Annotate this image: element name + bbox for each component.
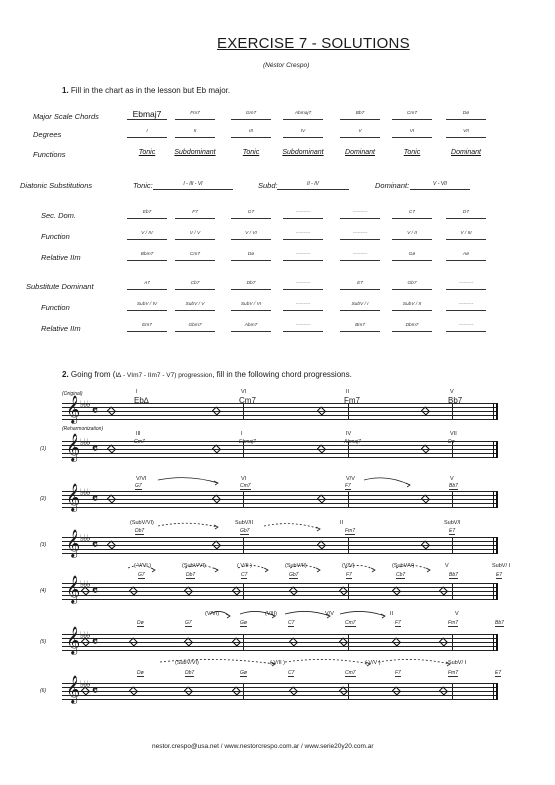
treble-clef-icon: 𝄞 — [66, 529, 81, 557]
row-label-diatonic-substitutions: Diatonic Substitutions — [20, 181, 93, 190]
original-tag: (Original) — [62, 391, 83, 397]
chord-symbol: F7 — [395, 620, 401, 626]
chord-symbol: Db7 — [135, 528, 145, 534]
roman-numeral: (SubV/II) — [285, 563, 307, 569]
staff-line — [62, 599, 498, 600]
arrow-head-icon — [316, 527, 320, 531]
treble-clef-icon: 𝄞 — [66, 433, 81, 461]
chart-cell-major_scale_chords: Ebmaj7 — [127, 110, 167, 120]
staff-line — [62, 537, 498, 538]
chord-symbol: Eb∆ — [134, 396, 149, 405]
treble-clef-icon: 𝄞 — [66, 395, 81, 423]
staff-line — [62, 583, 498, 584]
bar-line — [243, 537, 244, 554]
roman-numeral: VI — [241, 389, 247, 395]
chord-symbol: Db7 — [186, 572, 196, 578]
chord-symbol: E7 — [449, 528, 456, 534]
chart-cell-function1: V / V — [175, 230, 215, 240]
staff-line — [62, 449, 498, 450]
chart-cell-function2: SubV / VI — [231, 301, 271, 311]
bar-line — [452, 683, 453, 700]
chart-cell-degrees: VI — [392, 128, 432, 138]
final-barline-thick — [496, 683, 498, 700]
chart-cell-degrees: I — [127, 128, 167, 138]
staff-line — [62, 634, 498, 635]
staff-line — [62, 503, 498, 504]
time-signature-icon: 𝄴 — [92, 635, 98, 650]
final-barline-thick — [496, 583, 498, 600]
question-1-number: 1. — [62, 86, 69, 95]
chart-cell-relative1: Dø — [231, 251, 271, 261]
chord-symbol: Ebmaj7 — [239, 439, 256, 445]
staff-line — [62, 549, 498, 550]
roman-numeral: (SubV/VI) — [182, 563, 206, 569]
roman-numeral: IV — [346, 431, 352, 437]
staff-line — [62, 687, 498, 688]
chart-cell-major_scale_chords: Abmaj7 — [283, 110, 323, 120]
arrow-head-icon — [214, 525, 218, 529]
tritone-sub-arrow — [285, 659, 370, 664]
staff-line — [62, 595, 498, 596]
chord-symbol: C7 — [288, 670, 295, 676]
staff-number: (5) — [40, 639, 47, 645]
row-label-substitute-dominant: Substitute Dominant — [26, 282, 94, 291]
staff-line — [62, 638, 498, 639]
row-label-function-1: Function — [41, 232, 70, 241]
staff-line — [62, 491, 498, 492]
final-barline-thick — [496, 537, 498, 554]
question-2-text-before: Going from ( — [70, 370, 116, 379]
bar-line — [452, 537, 453, 554]
bar-line — [452, 583, 453, 600]
chord-symbol: Gb7 — [240, 528, 250, 534]
staff-line — [62, 587, 498, 588]
roman-numeral: (V/VI) — [205, 611, 220, 617]
roman-numeral: V/VI — [136, 476, 147, 482]
chart-cell-sub_dom: A7 — [127, 280, 167, 290]
bar-line — [452, 491, 453, 508]
roman-numeral: (SubV/V) — [392, 563, 415, 569]
chord-symbol: Gø — [240, 620, 247, 626]
row-label-function-2: Function — [41, 303, 70, 312]
final-barline-thick — [496, 403, 498, 420]
chord-symbol: Cm7 — [345, 670, 356, 676]
chord-symbol: Bb7 — [449, 572, 458, 578]
chart-cell-sec_dom: G7 — [231, 209, 271, 219]
chord-symbol: Gb7 — [289, 572, 299, 578]
music-staff — [62, 626, 498, 654]
bar-line — [348, 634, 349, 651]
time-signature-icon: 𝄴 — [92, 404, 98, 419]
chart-cell-major_scale_chords: Gm7 — [231, 110, 271, 120]
row-label-sec-dom: Sec. Dom. — [41, 211, 77, 220]
chord-symbol: Cm7 — [345, 620, 356, 626]
chord-symbol: F7 — [345, 483, 351, 489]
question-2-text-after: , fill in the following chord progressions. — [212, 370, 352, 379]
roman-numeral: V/V — [346, 476, 355, 482]
chart-cell-major_scale_chords: Fm7 — [175, 110, 215, 120]
staff-line — [62, 495, 498, 496]
chord-symbol: Cm7 — [240, 483, 251, 489]
staff-line — [62, 695, 498, 696]
bar-line — [348, 537, 349, 554]
diatonic-dominant-value: V - VII — [410, 180, 470, 190]
dominant-resolution-arrow — [285, 611, 330, 616]
chart-cell-sub_dom: Db7 — [231, 280, 271, 290]
chart-cell-major_scale_chords: Cm7 — [392, 110, 432, 120]
chord-symbol: C7 — [241, 572, 248, 578]
staff-line — [62, 646, 498, 647]
final-barline-thin — [493, 634, 494, 651]
staff-number: (2) — [40, 496, 47, 502]
chart-cell-relative1: --------- — [283, 251, 323, 261]
chord-symbol: Bb7 — [448, 396, 463, 405]
bar-line — [243, 583, 244, 600]
bar-line — [452, 634, 453, 651]
roman-numeral: ( V/VI ) — [134, 563, 152, 569]
dominant-resolution-arrow — [364, 478, 410, 485]
arrow-head-icon — [381, 614, 385, 618]
arrow-head-icon — [151, 568, 155, 572]
tritone-sub-arrow — [264, 524, 320, 529]
final-barline-thin — [493, 403, 494, 420]
staff-line — [62, 691, 498, 692]
roman-numeral: ( V/II ) — [237, 563, 252, 569]
final-barline-thick — [496, 441, 498, 458]
chart-cell-function2: SubV / I — [340, 301, 380, 311]
arrow-head-icon — [406, 483, 410, 487]
staff-number: (6) — [40, 688, 47, 694]
key-signature-flats: ♭♭♭ — [80, 680, 90, 690]
music-staff — [62, 675, 498, 703]
chart-cell-sec_dom: C7 — [392, 209, 432, 219]
chord-symbol: Bb7 — [449, 483, 458, 489]
chord-symbol: Gm7 — [134, 439, 145, 445]
time-signature-icon: 𝄴 — [92, 442, 98, 457]
roman-numeral: II — [390, 611, 394, 617]
chart-cell-sec_dom: --------- — [283, 209, 323, 219]
diatonic-subd-value: II - IV — [277, 180, 349, 190]
dominant-resolution-arrow — [340, 611, 385, 616]
final-barline-thick — [496, 491, 498, 508]
chart-cell-function2: SubV / IV — [127, 301, 167, 311]
question-2-text-paren: I∆ - VIm7 - IIm7 - V7) progression — [115, 372, 213, 379]
chart-cell-function1: V / IV — [127, 230, 167, 240]
chart-cell-function1: --------- — [340, 230, 380, 240]
staff-line — [62, 419, 498, 420]
question-1-text: Fill in the chart as in the lesson but Eb major. — [70, 86, 231, 95]
roman-numeral: (SubV/VI) — [130, 520, 154, 526]
chord-symbol: Fm7 — [448, 670, 458, 676]
chart-cell-relative2: Dbm7 — [392, 322, 432, 332]
bar-line — [348, 491, 349, 508]
arrow-head-icon — [214, 481, 218, 485]
chart-cell-functions: Dominant — [451, 149, 481, 156]
page-title: EXERCISE 7 - SOLUTIONS — [217, 35, 410, 52]
roman-numeral: V/V — [325, 611, 334, 617]
chart-cell-relative2: --------- — [283, 322, 323, 332]
chord-symbol: Dø — [137, 620, 144, 626]
staff-line — [62, 453, 498, 454]
final-barline-thin — [493, 583, 494, 600]
chord-symbol: Fm7 — [344, 396, 360, 405]
arrow-head-icon — [264, 568, 268, 572]
chord-symbol: G7 — [135, 483, 142, 489]
roman-numeral: V — [455, 611, 459, 617]
chart-cell-sub_dom: Cb7 — [175, 280, 215, 290]
roman-numeral: SubV/II — [235, 520, 254, 526]
chart-cell-sec_dom: Eb7 — [127, 209, 167, 219]
arrow-head-icon — [371, 568, 375, 572]
staff-line — [62, 499, 498, 500]
author: (Néstor Crespo) — [263, 62, 310, 69]
chord-symbol: Cb7 — [396, 572, 406, 578]
treble-clef-icon: 𝄞 — [66, 626, 81, 654]
chord-symbol: F7 — [395, 670, 401, 676]
time-signature-icon: 𝄴 — [92, 584, 98, 599]
treble-clef-icon: 𝄞 — [66, 575, 81, 603]
roman-numeral: V — [450, 389, 454, 395]
chart-cell-degrees: III — [231, 128, 271, 138]
staff-line — [62, 411, 498, 412]
staff-line — [62, 541, 498, 542]
chart-cell-relative2: Em7 — [127, 322, 167, 332]
chart-cell-sub_dom: Gb7 — [392, 280, 432, 290]
chart-cell-major_scale_chords: Bb7 — [340, 110, 380, 120]
chart-cell-functions: Tonic — [242, 149, 260, 156]
chord-symbol: Fm7 — [448, 620, 458, 626]
chart-cell-function1: V / III — [446, 230, 486, 240]
key-signature-flats: ♭♭♭ — [80, 580, 90, 590]
chart-cell-function2: SubV / V — [175, 301, 215, 311]
staff-number: (1) — [40, 446, 47, 452]
chart-cell-sub_dom: E7 — [340, 280, 380, 290]
dominant-resolution-arrow — [158, 478, 218, 483]
bar-line — [348, 583, 349, 600]
chart-cell-degrees: VII — [446, 128, 486, 138]
chart-cell-function2: --------- — [446, 301, 486, 311]
bar-line — [348, 403, 349, 420]
chord-symbol: Dø — [137, 670, 144, 676]
chart-cell-relative1: Cm7 — [175, 251, 215, 261]
chord-symbol: E7 — [496, 572, 503, 578]
chart-cell-sub_dom: --------- — [446, 280, 486, 290]
bar-line — [243, 491, 244, 508]
chart-cell-major_scale_chords: Dø — [446, 110, 486, 120]
key-signature-flats: ♭♭♭ — [80, 534, 90, 544]
roman-numeral: ( V/V ) — [365, 660, 381, 666]
chord-symbol: Db7 — [185, 670, 195, 676]
chart-cell-function1: V / II — [392, 230, 432, 240]
arrow-head-icon — [226, 614, 230, 618]
chart-cell-relative1: Bbm7 — [127, 251, 167, 261]
staff-line — [62, 650, 498, 651]
diatonic-tonic-label: Tonic: — [133, 181, 153, 190]
roman-numeral: II — [346, 389, 350, 395]
roman-numeral: III — [136, 431, 141, 437]
chart-cell-sec_dom: --------- — [340, 209, 380, 219]
staff-line — [62, 507, 498, 508]
key-signature-flats: ♭♭♭ — [80, 438, 90, 448]
tritone-sub-arrow — [378, 659, 450, 664]
arrow-head-icon — [426, 568, 430, 572]
row-label-major-scale-chords: Major Scale Chords — [33, 112, 99, 121]
chart-cell-degrees: V — [340, 128, 380, 138]
chart-cell-relative2: Gbm7 — [175, 322, 215, 332]
chart-cell-relative1: --------- — [340, 251, 380, 261]
key-signature-flats: ♭♭♭ — [80, 631, 90, 641]
roman-numeral: V — [445, 563, 449, 569]
chart-cell-function1: --------- — [283, 230, 323, 240]
roman-numeral: (V/II) — [265, 611, 277, 617]
roman-numeral: VI — [241, 476, 247, 482]
chart-cell-relative2: --------- — [446, 322, 486, 332]
chart-cell-function2: --------- — [283, 301, 323, 311]
question-1 — [62, 86, 230, 95]
chart-cell-relative2: Bm7 — [340, 322, 380, 332]
staff-line — [62, 407, 498, 408]
chord-symbol: E7 — [495, 670, 502, 676]
staff-line — [62, 591, 498, 592]
staff-line — [62, 699, 498, 700]
bar-line — [243, 683, 244, 700]
bar-line — [348, 683, 349, 700]
final-barline-thick — [496, 634, 498, 651]
chord-symbol: Abmaj7 — [344, 439, 361, 445]
chord-symbol: G7 — [185, 620, 192, 626]
roman-numeral: I — [241, 431, 243, 437]
question-2 — [62, 370, 352, 379]
staff-line — [62, 445, 498, 446]
staff-line — [62, 441, 498, 442]
chart-cell-relative1: Aø — [446, 251, 486, 261]
chord-symbol: Fm7 — [345, 528, 355, 534]
key-signature-flats: ♭♭♭ — [80, 400, 90, 410]
question-2-number: 2. — [62, 370, 69, 379]
staff-line — [62, 553, 498, 554]
time-signature-icon: 𝄴 — [92, 492, 98, 507]
chart-cell-relative2: Abm7 — [231, 322, 271, 332]
final-barline-thin — [493, 441, 494, 458]
staff-line — [62, 415, 498, 416]
roman-numeral: II — [340, 520, 344, 526]
chart-cell-sec_dom: F7 — [175, 209, 215, 219]
roman-numeral: V — [450, 476, 454, 482]
final-barline-thin — [493, 683, 494, 700]
roman-numeral: (SubV/VI) — [175, 660, 199, 666]
row-label-functions: Functions — [33, 150, 66, 159]
staff-line — [62, 457, 498, 458]
diatonic-subd-label: Subd: — [258, 181, 278, 190]
staff-line — [62, 642, 498, 643]
final-barline-thin — [493, 537, 494, 554]
arrow-head-icon — [214, 568, 218, 572]
roman-numeral: I — [136, 389, 138, 395]
row-label-relative-iim-1: Relative IIm — [41, 253, 81, 262]
chart-cell-relative1: Gø — [392, 251, 432, 261]
roman-numeral: SubV/I — [444, 520, 461, 526]
staff-number: (3) — [40, 542, 47, 548]
arrow-head-icon — [316, 568, 320, 572]
reharm-tag: (Reharmonization) — [62, 426, 104, 432]
chord-symbol: C7 — [288, 620, 295, 626]
chart-cell-function1: V / VI — [231, 230, 271, 240]
roman-numeral: ( V/II ) — [270, 660, 285, 666]
chart-cell-degrees: II — [175, 128, 215, 138]
chart-cell-functions: Subdominant — [174, 149, 216, 156]
tritone-sub-arrow — [158, 523, 218, 527]
roman-numeral: (V/V) — [342, 563, 355, 569]
diatonic-tonic-value: I - III - VI — [153, 180, 233, 190]
chart-cell-function2: SubV / II — [392, 301, 432, 311]
key-signature-flats: ♭♭♭ — [80, 488, 90, 498]
row-label-degrees: Degrees — [33, 130, 62, 139]
chord-symbol: Dø — [448, 439, 455, 445]
bar-line — [243, 634, 244, 651]
treble-clef-icon: 𝄞 — [66, 675, 81, 703]
bar-line — [243, 403, 244, 420]
staff-line — [62, 545, 498, 546]
chart-cell-functions: Dominant — [345, 149, 375, 156]
row-label-relative-iim-2: Relative IIm — [41, 324, 81, 333]
diatonic-dominant-label: Dominant: — [375, 181, 410, 190]
footer: nestor.crespo@usa.net / www.nestorcrespo.com.ar / www.serie20y20.com.ar — [152, 743, 374, 750]
chart-cell-sec_dom: D7 — [446, 209, 486, 219]
chart-cell-functions: Subdominant — [282, 149, 324, 156]
staff-line — [62, 403, 498, 404]
chord-symbol: Bb7 — [495, 620, 504, 626]
staff-line — [62, 683, 498, 684]
chord-symbol: G7 — [138, 572, 145, 578]
time-signature-icon: 𝄴 — [92, 684, 98, 699]
bar-line — [452, 403, 453, 420]
chart-cell-functions: Tonic — [403, 149, 421, 156]
roman-numeral: SubV/ I — [448, 660, 467, 666]
final-barline-thin — [493, 491, 494, 508]
roman-numeral: VII — [450, 431, 457, 437]
chord-symbol: Cm7 — [239, 396, 256, 405]
treble-clef-icon: 𝄞 — [66, 483, 81, 511]
roman-numeral: SubV/ I — [492, 563, 511, 569]
staff-number: (4) — [40, 588, 47, 594]
chart-cell-sub_dom: --------- — [283, 280, 323, 290]
time-signature-icon: 𝄴 — [92, 538, 98, 553]
chord-symbol: Gø — [240, 670, 247, 676]
chart-cell-functions: Tonic — [138, 149, 156, 156]
chord-symbol: F7 — [346, 572, 352, 578]
chart-cell-degrees: IV — [283, 128, 323, 138]
